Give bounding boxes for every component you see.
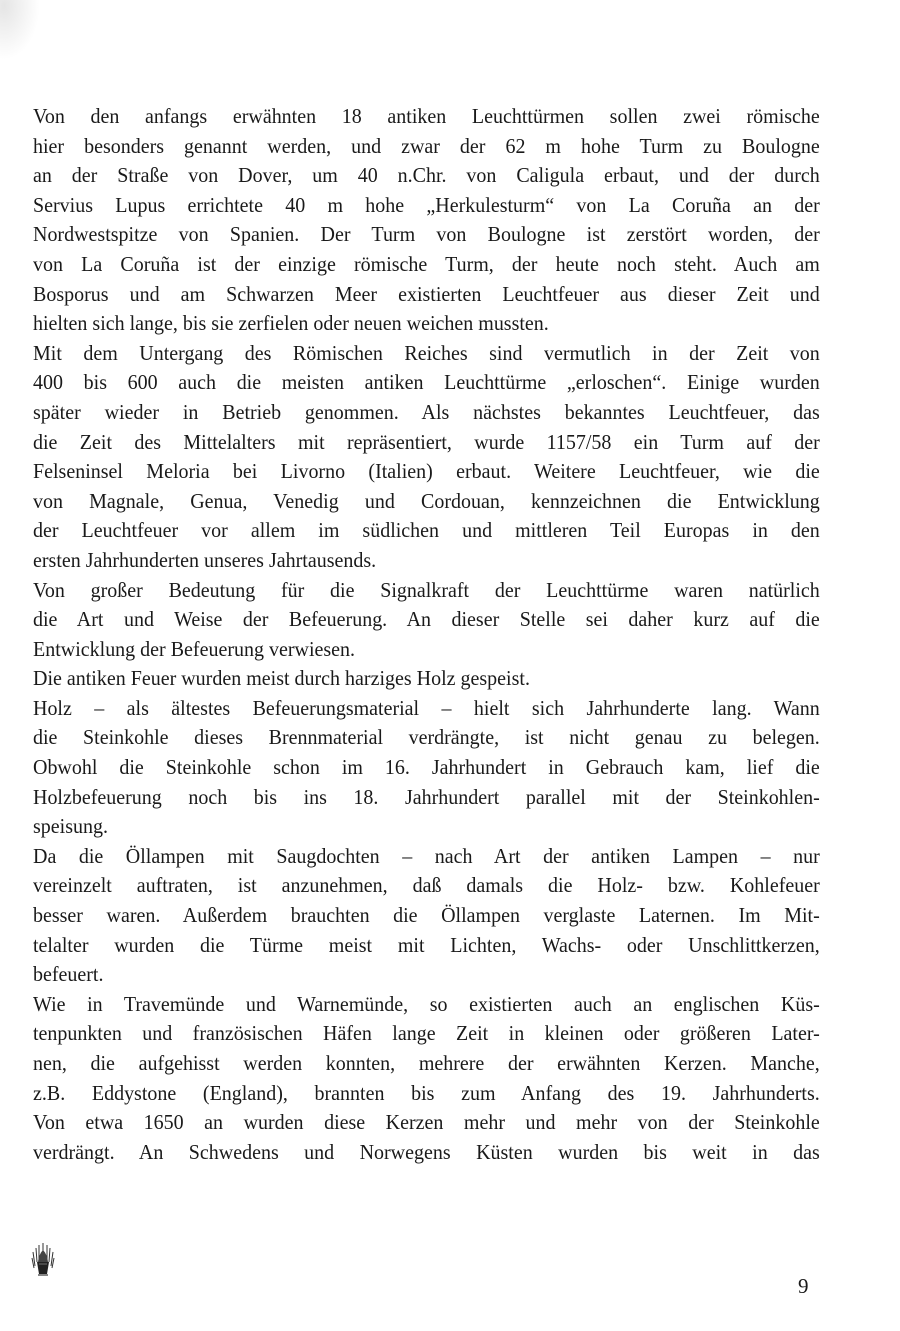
text-line: verdrängt. An Schwedens und Norwegens Küsten wurden bis weit in das (33, 1139, 820, 1164)
text-line: von La Coruña ist der einzige römische Turm, der heute noch steht. Auch am (33, 251, 820, 276)
text-line: nen, die aufgehisst werden konnten, mehrere der erwähnten Kerzen. Manche, (33, 1051, 820, 1075)
lighthouse-flame-emblem-icon (30, 1240, 56, 1280)
scan-artifact (0, 0, 40, 60)
text-line: 400 bis 600 auch die meisten antiken Leuchttürme „erloschen“. Einige wurden (33, 370, 820, 395)
text-line: an der Straße von Dover, um 40 n.Chr. von Caligula erbaut, und der durch (33, 163, 820, 188)
text-line: hielten sich lange, bis sie zerfielen oder neuen weichen mussten. (33, 311, 549, 336)
text-line: Von etwa 1650 an wurden diese Kerzen mehr und mehr von der Steinkohle (33, 1110, 820, 1135)
text-line: besser waren. Außerdem brauchten die Öllampen verglaste Laternen. Im Mit- (33, 903, 820, 928)
text-line: die Art und Weise der Befeuerung. An dieser Stelle sei daher kurz auf die (33, 607, 820, 632)
text-line: telalter wurden die Türme meist mit Lichten, Wachs- oder Unschlittkerzen, (33, 932, 820, 957)
text-line: Entwicklung der Befeuerung verwiesen. (33, 636, 356, 661)
text-line: Mit dem Untergang des Römischen Reiches sind vermutlich in der Zeit von (33, 340, 820, 365)
text-line: speisung. (33, 814, 108, 839)
text-line: Felseninsel Meloria bei Livorno (Italien) erbaut. Weitere Leuchtfeuer, wie die (33, 459, 820, 484)
text-line: Wie in Travemünde und Warnemünde, so existierten auch an englischen Küs- (33, 991, 820, 1016)
text-line: ersten Jahrhunderten unseres Jahrtausends. (33, 547, 377, 572)
text-line: z.B. Eddystone (England), brannten bis zum Anfang des 19. Jahrhunderts. (33, 1080, 820, 1105)
text-line: Servius Lupus errichtete 40 m hohe „Herkulesturm“ von La Coruña an der (33, 192, 820, 217)
text-line: Holz – als ältestes Befeuerungsmaterial – hielt sich Jahrhunderte lang. Wann (33, 695, 820, 720)
text-line: der Leuchtfeuer vor allem im südlichen und mittleren Teil Europas in den (33, 518, 820, 543)
text-line: Obwohl die Steinkohle schon im 16. Jahrhundert in Gebrauch kam, lief die (33, 755, 820, 780)
text-line: Die antiken Feuer wurden meist durch harziges Holz gespeist. (33, 666, 530, 691)
text-line: später wieder in Betrieb genommen. Als nächstes bekanntes Leuchtfeuer, das (33, 399, 820, 424)
text-line: von Magnale, Genua, Venedig und Cordouan, kennzeichnen die Entwicklung (33, 488, 820, 513)
text-line: die Steinkohle dieses Brennmaterial verdrängte, ist nicht genau zu belegen. (33, 725, 820, 750)
text-line: die Zeit des Mittelalters mit repräsentiert, wurde 1157/58 ein Turm auf der (33, 429, 820, 454)
text-line: Bosporus und am Schwarzen Meer existierten Leuchtfeuer aus dieser Zeit und (33, 281, 820, 306)
text-line: befeuert. (33, 962, 104, 987)
text-line: Von großer Bedeutung für die Signalkraft der Leuchttürme waren natürlich (33, 577, 820, 602)
text-line: Da die Öllampen mit Saugdochten – nach Art der antiken Lampen – nur (33, 843, 820, 868)
text-line: hier besonders genannt werden, und zwar der 62 m hohe Turm zu Boulogne (33, 133, 820, 158)
text-line: Von den anfangs erwähnten 18 antiken Leuchttürmen sollen zwei römische (33, 104, 820, 128)
text-line: tenpunkten und französischen Häfen lange Zeit in kleinen oder größeren Later- (33, 1021, 820, 1046)
text-line: Holzbefeuerung noch bis ins 18. Jahrhundert parallel mit der Steinkohlen- (33, 784, 820, 809)
text-line: vereinzelt auftraten, ist anzunehmen, daß damals die Holz- bzw. Kohlefeuer (33, 873, 820, 898)
page-number: 9 (798, 1274, 809, 1298)
body-text (33, 102, 820, 1167)
text-line: Nordwestspitze von Spanien. Der Turm von Boulogne ist zerstört worden, der (33, 222, 820, 247)
